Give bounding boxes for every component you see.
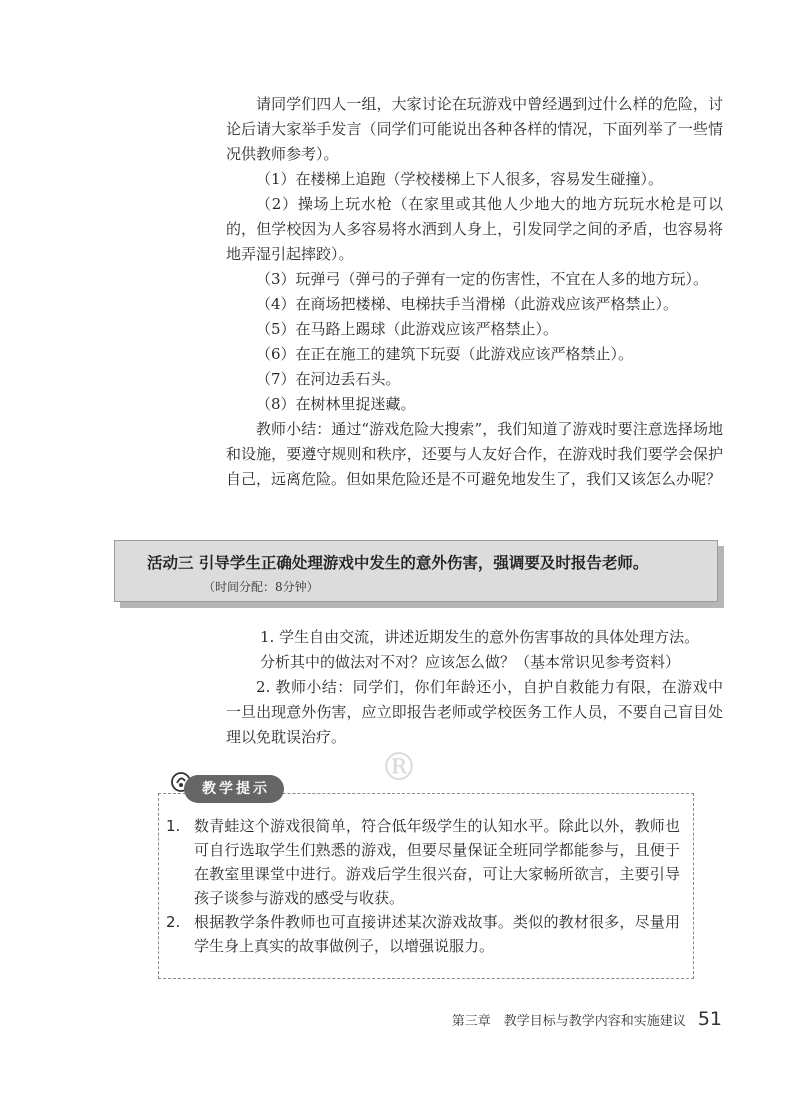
list-item: （2）操场上玩水枪（在家里或其他人少地大的地方玩玩水枪是可以的，但学校因为人多容易将水洒到人身上，引发同学之间的矛盾，也容易将地弄湿引起摔跤）。 bbox=[226, 195, 723, 263]
list-item: （7）在河边丢石头。 bbox=[256, 370, 401, 388]
teacher-summary: 教师小结：通过“游戏危险大搜索”，我们知道了游戏时要注意选择场地和设施，要遵守规则和秩序，还要与人友好合作，在游戏时我们要学会保护自己，远离危险。但如果危险还是不可避免地发生了，我们又该怎么办呢？ bbox=[226, 420, 723, 488]
activity-body bbox=[226, 625, 723, 750]
activity-title: 活动三 引导学生正确处理游戏中发生的意外伤害，强调要及时报告老师。 bbox=[147, 554, 649, 572]
page-footer bbox=[452, 1008, 722, 1030]
chapter-title: 第三章 教学目标与教学内容和实施建议 bbox=[451, 1014, 686, 1029]
intro-section bbox=[226, 92, 723, 492]
activity-step-1: 1. 学生自由交流，讲述近期发生的意外伤害事故的具体处理方法。 bbox=[260, 628, 700, 646]
list-item: （8）在树林里捉迷藏。 bbox=[256, 395, 416, 413]
activity-banner bbox=[114, 540, 718, 602]
list-item: （6）在正在施工的建筑下玩耍（此游戏应该严格禁止）。 bbox=[256, 345, 634, 363]
activity-time: （时间分配：8分钟） bbox=[203, 580, 319, 594]
list-item: （3）玩弹弓（弹弓的子弹有一定的伤害性，不宜在人多的地方玩）。 bbox=[256, 270, 709, 288]
tips-item bbox=[166, 814, 680, 910]
intro-paragraph: 请同学们四人一组，大家讨论在玩游戏中曾经遇到过什么样的危险，讨论后请大家举手发言（同学们可能说出各种各样的情况，下面列举了一些情况供教师参考）。 bbox=[226, 95, 723, 163]
publisher-watermark: ® bbox=[380, 745, 418, 789]
tips-item-number: 1. bbox=[166, 817, 181, 835]
tips-item-text: 数青蛙这个游戏很简单，符合低年级学生的认知水平。除此以外，教师也可自行选取学生们熟悉的游戏，但要尽量保证全班同学都能参与，且便于在教室里课堂中进行。游戏后学生很兴奋，可让大家畅所欲言，主要引导孩子谈参与游戏的感受与收获。 bbox=[194, 817, 680, 907]
activity-step-1-question: 分析其中的做法对不对？应该怎么做？（基本常识见参考资料） bbox=[260, 653, 681, 671]
list-item: （4）在商场把楼梯、电梯扶手当滑梯（此游戏应该严格禁止）。 bbox=[256, 295, 679, 313]
tips-item-number: 2. bbox=[166, 913, 181, 931]
tips-item-text: 根据教学条件教师也可直接讲述某次游戏故事。类似的教材很多，尽量用学生身上真实的故事做例子，以增强说服力。 bbox=[194, 913, 680, 955]
teaching-tips-label: 教学提示 bbox=[184, 775, 284, 803]
page-number: 51 bbox=[697, 1008, 722, 1030]
activity-step-2: 2. 教师小结：同学们，你们年龄还小，自护自救能力有限，在游戏中一旦出现意外伤害，应立即报告老师或学校医务工作人员，不要自己盲目处理以免耽误治疗。 bbox=[226, 678, 723, 746]
list-item: （5）在马路上踢球（此游戏应该严格禁止）。 bbox=[256, 320, 559, 338]
teaching-tips-content bbox=[166, 814, 680, 958]
list-item: （1）在楼梯上追跑（学校楼梯上下人很多，容易发生碰撞）。 bbox=[256, 170, 664, 188]
tips-item bbox=[166, 910, 680, 958]
